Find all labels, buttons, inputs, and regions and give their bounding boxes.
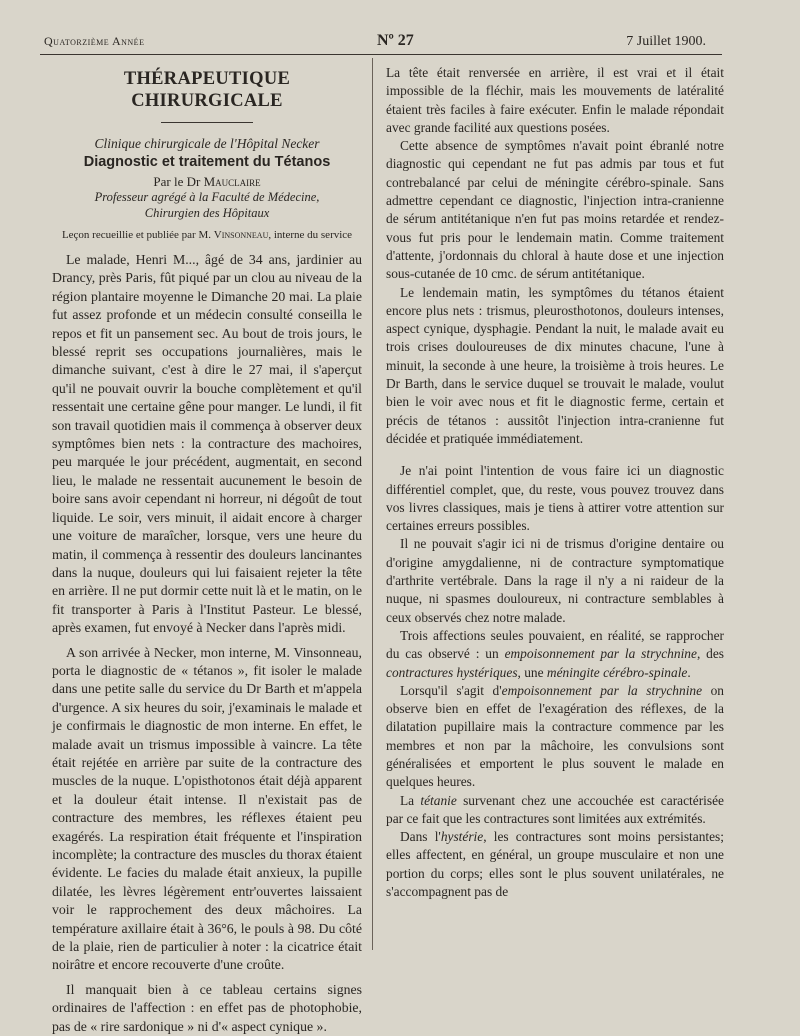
header-rule — [40, 54, 722, 55]
text-run-italic: empoisonnement par la strychnine — [501, 682, 703, 698]
author-prefix: Par le Dr — [153, 174, 201, 189]
article-title: Diagnostic et traitement du Tétanos — [83, 154, 331, 170]
right-column — [386, 64, 724, 901]
author-title-2: Chirurgien des Hôpitaux — [144, 205, 270, 220]
author-title-1: Professeur agrégé à la Faculté de Médecine, — [94, 190, 320, 204]
paragraph — [386, 792, 724, 829]
text-run: , des — [696, 646, 724, 662]
lecon-line — [52, 227, 362, 243]
clinique-line: Clinique chirurgicale de l'Hôpital Necker — [94, 136, 320, 151]
paragraph: La tête était renversée en arrière, il est vrai et il était impossible de la fléchir, mais les mouvements de latéralité étaient très faciles à faire exécuter. Enfin le malade répondait avec grande facilité aux questions posées. — [386, 65, 724, 135]
text-run-italic: hystérie — [440, 829, 484, 845]
column-rule — [372, 58, 373, 950]
left-column — [52, 62, 362, 1036]
lecon-text: Leçon recueillie et publiée par M. — [61, 229, 211, 241]
text-run-italic: méningite cérébro-spinale — [546, 664, 688, 680]
paragraph: Il manquait bien à ce tableau certains signes ordinaires de l'affection : en effet pas de photophobie, pas de « rire sardonique » ni d'« aspect cynique ». — [52, 981, 362, 1034]
section-title: THÉRAPEUTIQUE CHIRURGICALE — [123, 69, 291, 111]
text-run: Dans l' — [400, 829, 441, 845]
lecon-suffix: , interne du service — [268, 229, 353, 241]
header-annee: Quatorzième Année — [44, 34, 145, 48]
text-run-italic: contractures hystériques — [386, 664, 518, 680]
paragraph: Le lendemain matin, les symptômes du tétanos étaient encore plus nets : trismus, pleurosthotonos, douleurs intenses, aspect cynique, dysphagie. Pendant la nuit, le malade avait eu trois crises douloureuses de dix minutes chacune, l'une à minuit, la seconde à une heure, la troisième à trois heures. Le Dr Barth, dans le service duquel se trouvait le malade, voulut bien le voir avec nous et fit le diagnostic ferme, certain et précis de tétanos : aussitôt l'injection intra-cranienne fut décidée et pratiquée immédiatement. — [386, 284, 724, 446]
text-run: , une — [517, 664, 544, 680]
paragraph — [386, 627, 724, 682]
text-run: on observe bien en effet de l'exagération des réflexes, de la dilatation pupillaire mais la contracture commence par les membres et non par la mâchoire, les convulsions sont généralisées et emportent le plus souvent le malade en quelques heures. — [386, 682, 724, 790]
paragraph: A son arrivée à Necker, mon interne, M. Vinsonneau, porta le diagnostic de « tétanos », fit isoler le malade dans une petite salle du service du Dr Barth et m'appela d'urgence. A six heures du soir, j'examinais le malade et je confirmais le diagnostic de mon interne. En effet, le malade avait un trismus impossible à vaincre. La tête était rejétée en arrière par suite de la contracture des muscles de la nuque. L'opisthotonos était déjà apparent et la douleur était intense. Il n'existait pas de contracture des membres, les réflexes étaient peu exagérés. La respiration était fréquente et l'inspiration incomplète; la contracture des muscles du thorax étaient évidente. Le facies du malade était anxieux, la pupille dilatée, les lèvres légèrement entr'ouvertes laissaient voir le rapprochement des deux mâchoires. La température axillaire était à 36°6, le pouls à 98. Du côté de la plaie, rien de particulier à noter : la cicatrice était noirâtre et encore recouverte d'une croûte. — [52, 644, 362, 973]
paragraph: Il ne pouvait s'agir ici ni de trismus d'origine dentaire ou d'origine amygdalienne, ni de contracture symptomatique d'arthrite vertébrale. Dans la rage il n'y a ni raideur de la nuque, ni spasmes douloureux, ni contracture semblables à ceux observés chez notre malade. — [386, 536, 724, 625]
text-run: . — [687, 664, 691, 680]
paragraph: Le malade, Henri M..., âgé de 34 ans, jardinier au Drancy, près Paris, fût piqué par un clou au niveau de la région plantaire moyenne le Dimanche 20 mai. La plaie fut assez profonde et un médecin consulté conseilla le repos et fit un pansement sec. Au bout de trois jours, le blessé reprit ses occupations journalières, mais le dimanche suivant, c'est à dire le 27 mai, il s'aperçut qu'il ne pouvait ouvrir la bouche complètement et qu'il ressentait une certaine gêne pour manger. Le lundi, il fit son travail quotidien mais il commença à observer deux symptômes bien nets : la contracture des machoires, peu marquée le jour précédent, augmentait, en second lieu, le malade ne ressentait aucunement le besoin de boire sans avoir cependant ni horreur, ni dégoût de tout liquide. Le soir, vers minuit, il aidait encore à charger une voiture de maraîcher, lorsque, vers une heure du matin, il commença à ressentir des douleurs lancinantes dans la nuque, douleurs qui lui faisaient rejeter la tête en arrière. Il ne put dormir cette nuit là et le matin, on le fit transporter à Paris à l'Institut Pasteur. Le blessé, après examen, fut envoyé à Necker dans l'après midi. — [52, 252, 362, 636]
author-line — [52, 174, 362, 190]
text-run-italic: empoisonnement par la strychnine — [504, 646, 697, 662]
paragraph — [386, 682, 724, 792]
text-run: Trois affections seules pouvaient, en réalité, se rapprocher du cas observé : un — [386, 627, 724, 662]
text-run: survenant chez une accouchée est caractérisée par ce fait que les contractures sont limitées aux extrémités. — [386, 792, 724, 826]
paragraph — [386, 828, 724, 901]
text-run-italic: tétanie — [420, 792, 457, 808]
text-run: La — [400, 792, 415, 808]
left-body — [52, 251, 362, 1036]
lecon-name: Vinsonneau — [213, 229, 269, 241]
title-rule — [161, 122, 253, 123]
paragraph: Cette absence de symptômes n'avait point ébranlé notre diagnostic qui cependant ne fut pas admis par tous et fut contrebalancé par celui de méningite cérébro-spinale. Sans admettre cependant ce diagnostic, l'injection intra-cranienne de sérum antitétanique n'en fut pas moins retardée et rendez-vous fut pris pour le lendemain matin. Comme traitement d'attente, j'ordonnais du chloral à haute dose et une injection sous-cutanée de 10 cmc. de sérum antitétanique. — [386, 138, 724, 282]
paragraph: Je n'ai point l'intention de vous faire ici un diagnostic différentiel complet, que, du reste, vous pouvez trouvez dans vos livres classiques, mais je tiens à attirer votre attention sur certaines erreurs possibles. — [386, 463, 724, 534]
header-numero: Nº 27 — [376, 32, 414, 49]
text-run: , les contractures sont moins persistantes; elles affectent, en général, un groupe musculaire et non une portion du corps; elles sont le plus souvent unilatérales, ne s'accompagnent pas de — [386, 829, 724, 900]
running-header — [44, 32, 706, 54]
header-date: 7 Juillet 1900. — [626, 34, 706, 49]
author-name: Mauclaire — [203, 174, 261, 189]
text-run: Lorsqu'il s'agit d' — [400, 682, 502, 698]
